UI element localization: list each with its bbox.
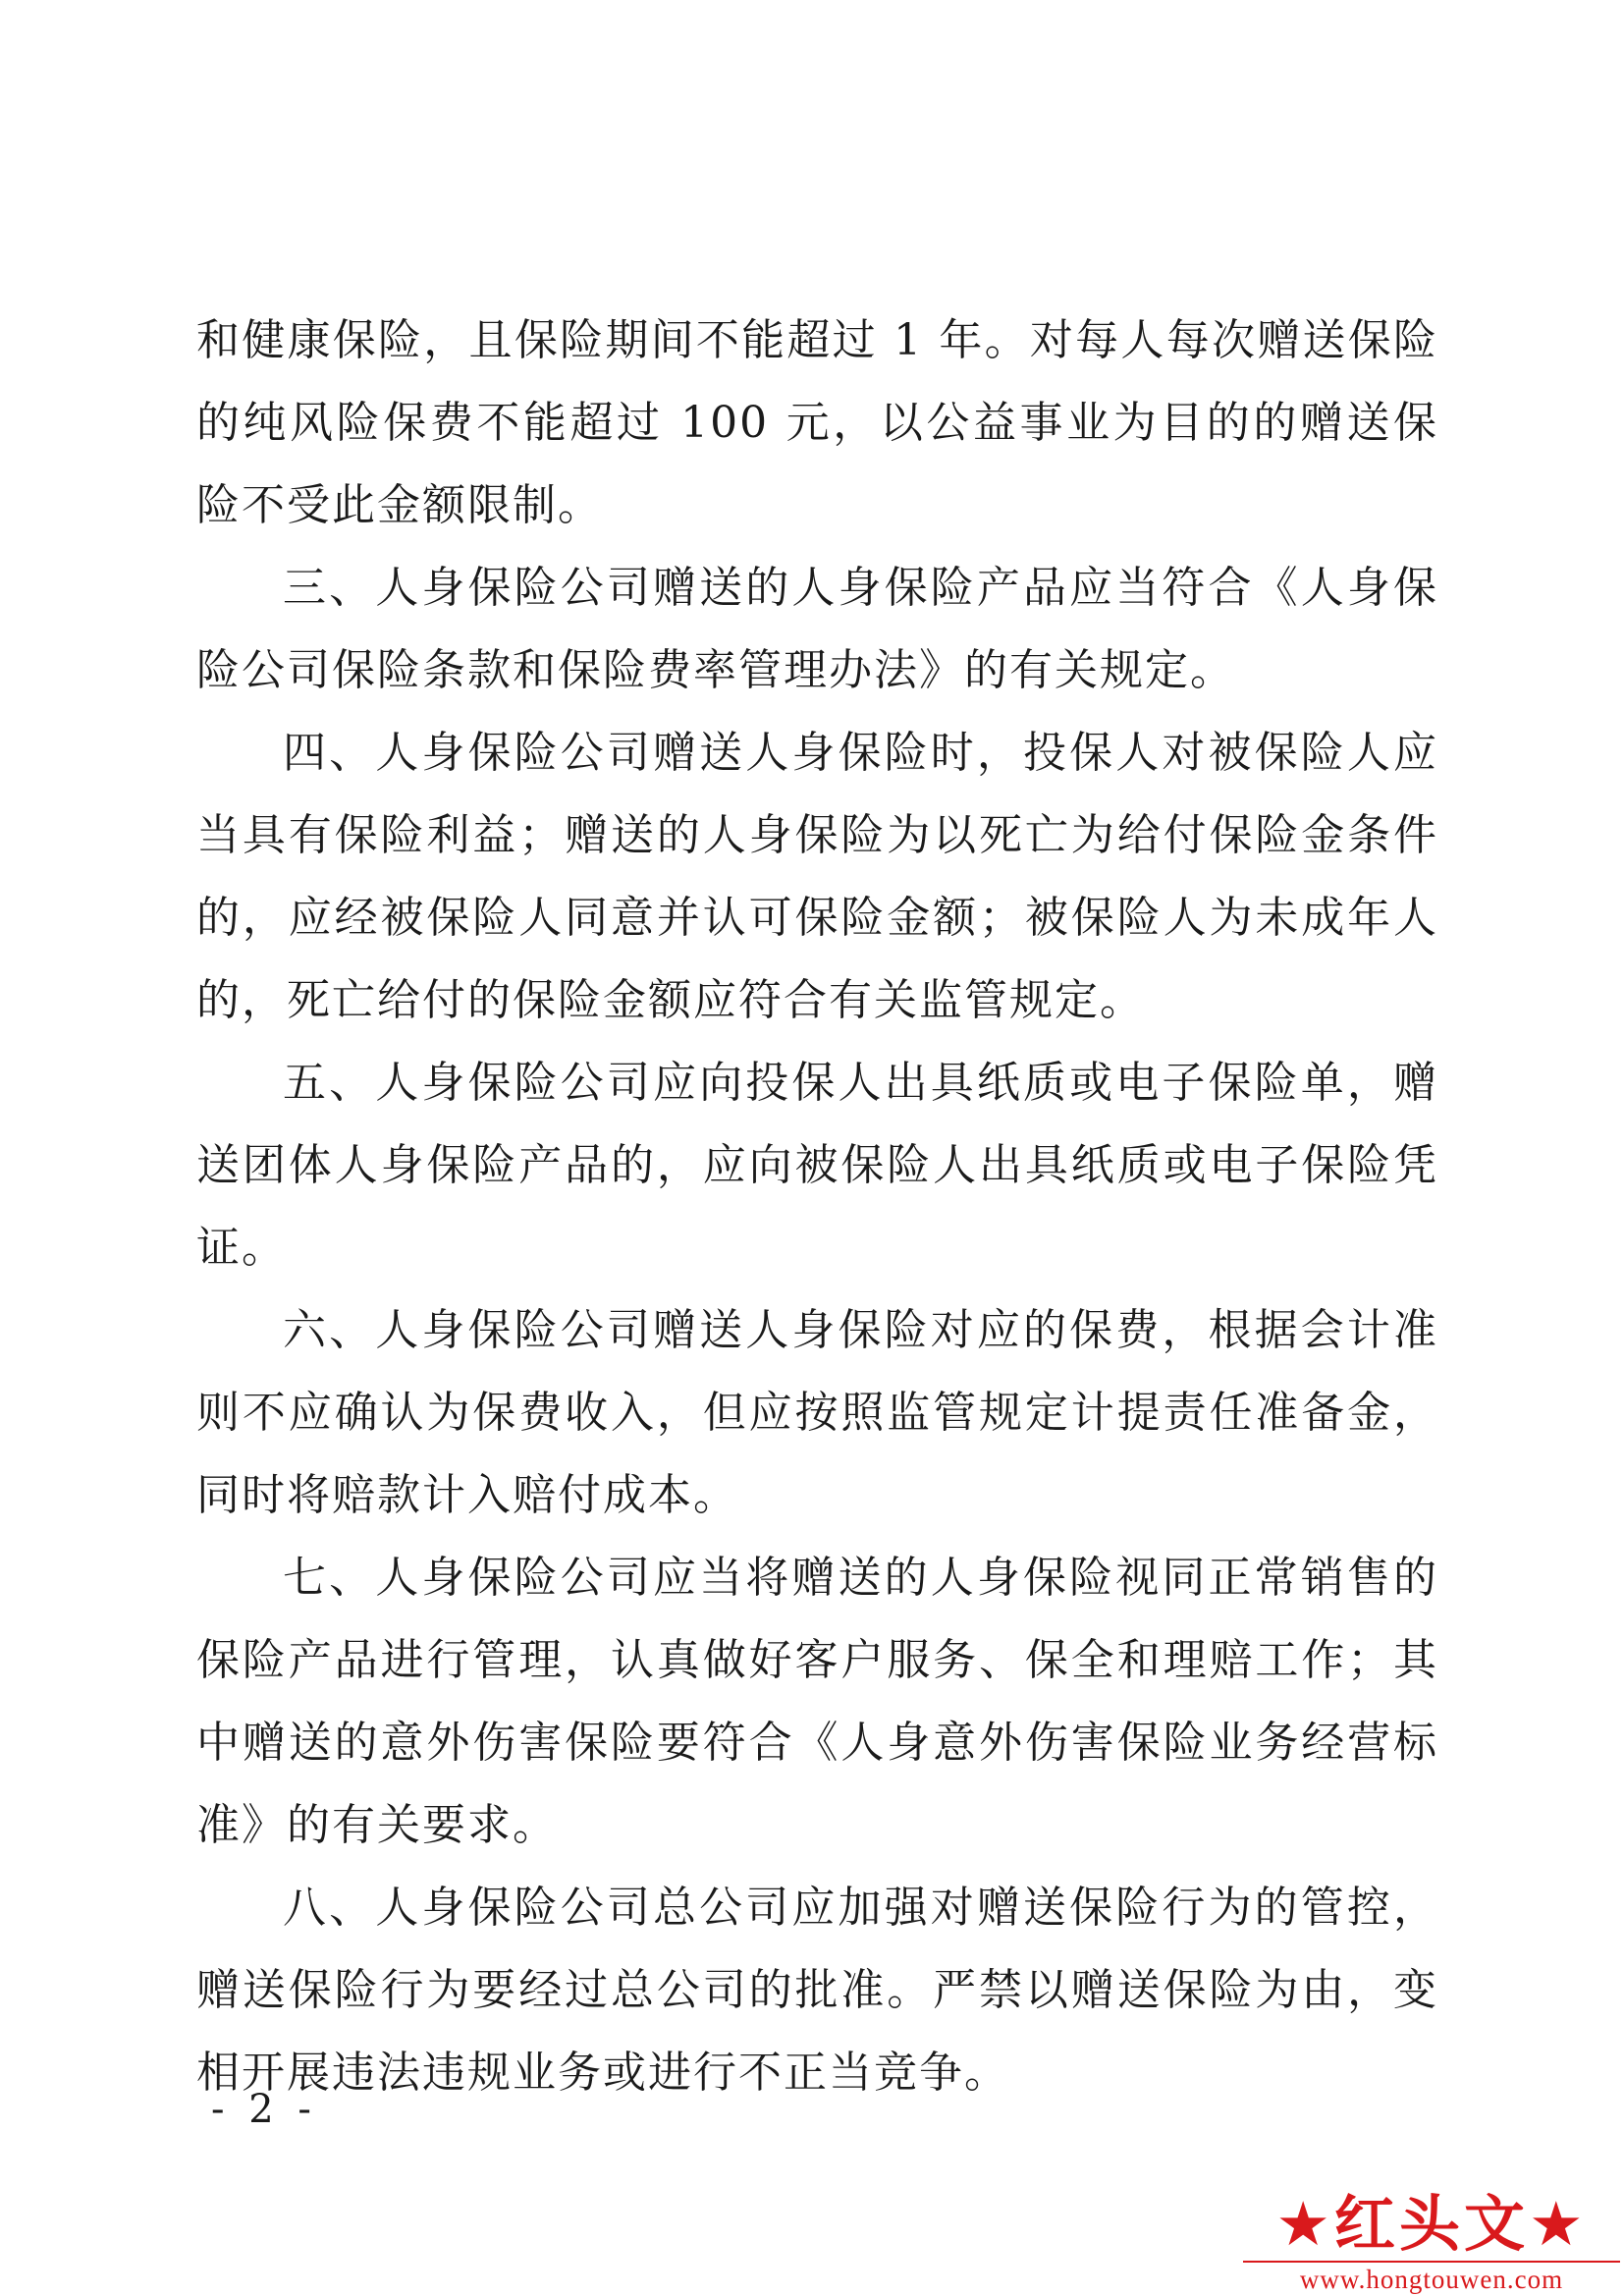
paragraph-item-5: 五、人身保险公司应向投保人出具纸质或电子保险单，赠送团体人身保险产品的，应向被保险人出具纸质或电子保险凭证。 <box>196 1058 1438 1273</box>
paragraph-item-7: 七、人身保险公司应当将赠送的人身保险视同正常销售的保险产品进行管理，认真做好客户服务、保全和理赔工作；其中赠送的意外伤害保险要符合《人身意外伤害保险业务经营标准》的有关要求。 <box>196 1553 1438 1850</box>
document-body <box>196 300 1438 2114</box>
watermark-divider <box>1243 2261 1620 2263</box>
paragraph-continuation: 和健康保险，且保险期间不能超过 1 年。对每人每次赠送保险的纯风险保费不能超过 100 元，以公益事业为目的的赠送保险不受此金额限制。 <box>196 315 1438 530</box>
paragraph-item-8: 八、人身保险公司总公司应加强对赠送保险行为的管控，赠送保险行为要经过总公司的批准。严禁以赠送保险为由，变相开展违法违规业务或进行不正当竞争。 <box>196 1883 1438 2098</box>
paragraph-item-4: 四、人身保险公司赠送人身保险时，投保人对被保险人应当具有保险利益；赠送的人身保险为以死亡为给付保险金条件的，应经被保险人同意并认可保险金额；被保险人为未成年人的，死亡给付的保险金额应符合有关监管规定。 <box>196 728 1438 1025</box>
page-number: - 2 - <box>211 2087 317 2132</box>
watermark-logo <box>1239 2190 1624 2296</box>
paragraph-item-3: 三、人身保险公司赠送的人身保险产品应当符合《人身保险公司保险条款和保险费率管理办法》的有关规定。 <box>196 563 1438 695</box>
paragraph-item-6: 六、人身保险公司赠送人身保险对应的保费，根据会计准则不应确认为保费收入，但应按照监管规定计提责任准备金，同时将赔款计入赔付成本。 <box>196 1305 1438 1520</box>
watermark-title: ★红头文★ <box>1275 2188 1588 2260</box>
watermark-url: www.hongtouwen.com <box>1299 2265 1564 2294</box>
